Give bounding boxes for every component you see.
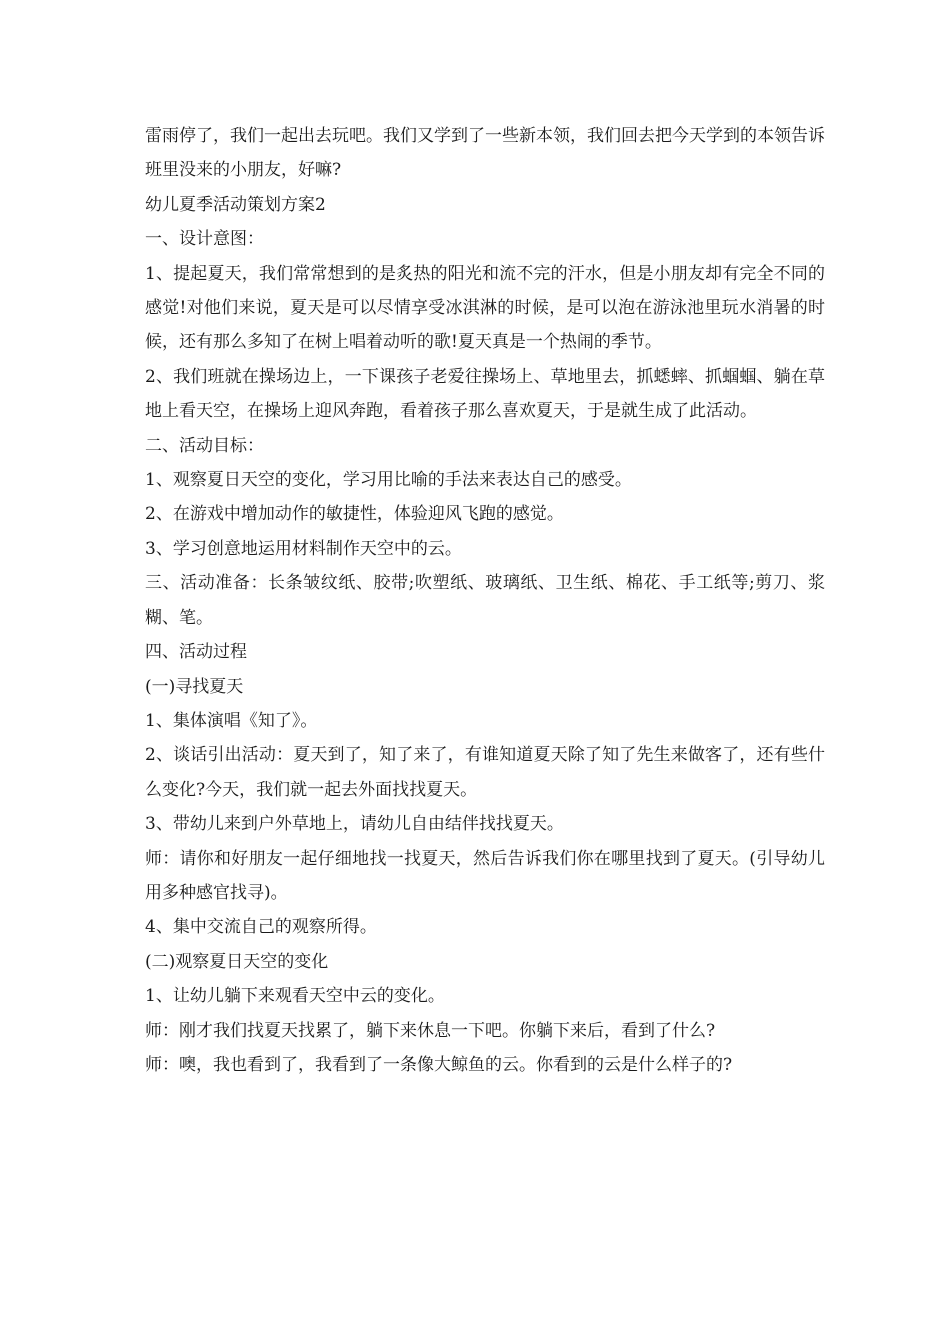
paragraph-design-2: 2、我们班就在操场边上，一下课孩子老爱往操场上、草地里去，抓蟋蟀、抓蝈蝈、躺在草地上看天空，在操场上迎风奔跑，看着孩子那么喜欢夏天，于是就生成了此活动。 (145, 366, 825, 422)
subheading-observe-sky: (二)观察夏日天空的变化 (145, 951, 329, 972)
process-step-4: 4、集中交流自己的观察所得。 (145, 917, 377, 938)
teacher-dialogue-1: 师：请你和好朋友一起仔细地找一找夏天，然后告诉我们你在哪里找到了夏天。(引导幼儿用多种感官找寻)。 (145, 848, 825, 903)
process-step-1: 1、集体演唱《知了》。 (145, 710, 318, 731)
observe-step-1: 1、让幼儿躺下来观看天空中云的变化。 (145, 986, 445, 1007)
paragraph-intro-ending: 雷雨停了，我们一起出去玩吧。我们又学到了一些新本领，我们回去把今天学到的本领告诉班里没来的小朋友，好嘛? (145, 126, 825, 181)
heading-design-intent: 一、设计意图： (145, 229, 264, 250)
paragraph-preparation: 三、活动准备：长条皱纹纸、胶带;吹塑纸、玻璃纸、卫生纸、棉花、手工纸等;剪刀、浆糊、笔。 (145, 573, 825, 628)
document-page (145, 119, 825, 1082)
heading-goals: 二、活动目标： (145, 435, 264, 456)
teacher-dialogue-2: 师：刚才我们找夏天找累了，躺下来休息一下吧。你躺下来后，看到了什么? (145, 1020, 716, 1041)
goal-item-3: 3、学习创意地运用材料制作天空中的云。 (145, 538, 462, 559)
teacher-dialogue-3: 师：噢，我也看到了，我看到了一条像大鲸鱼的云。你看到的云是什么样子的? (145, 1054, 733, 1075)
subheading-find-summer: (一)寻找夏天 (145, 676, 244, 697)
goal-item-2: 2、在游戏中增加动作的敏捷性，体验迎风飞跑的感觉。 (145, 504, 564, 525)
goal-item-1: 1、观察夏日天空的变化，学习用比喻的手法来表达自己的感受。 (145, 470, 632, 491)
process-step-3: 3、带幼儿来到户外草地上，请幼儿自由结伴找找夏天。 (145, 814, 564, 835)
section-title: 幼儿夏季活动策划方案2 (145, 194, 326, 215)
paragraph-design-1: 1、提起夏天，我们常常想到的是炙热的阳光和流不完的汗水，但是小朋友却有完全不同的感觉!对他们来说，夏天是可以尽情享受冰淇淋的时候，是可以泡在游泳池里玩水消暑的时候，还有那么多知了在树上唱着动听的歌!夏天真是一个热闹的季节。 (145, 263, 825, 353)
process-step-2: 2、谈话引出活动：夏天到了，知了来了，有谁知道夏天除了知了先生来做客了，还有些什么变化?今天，我们就一起去外面找找夏天。 (145, 745, 825, 800)
heading-process: 四、活动过程 (145, 642, 247, 663)
